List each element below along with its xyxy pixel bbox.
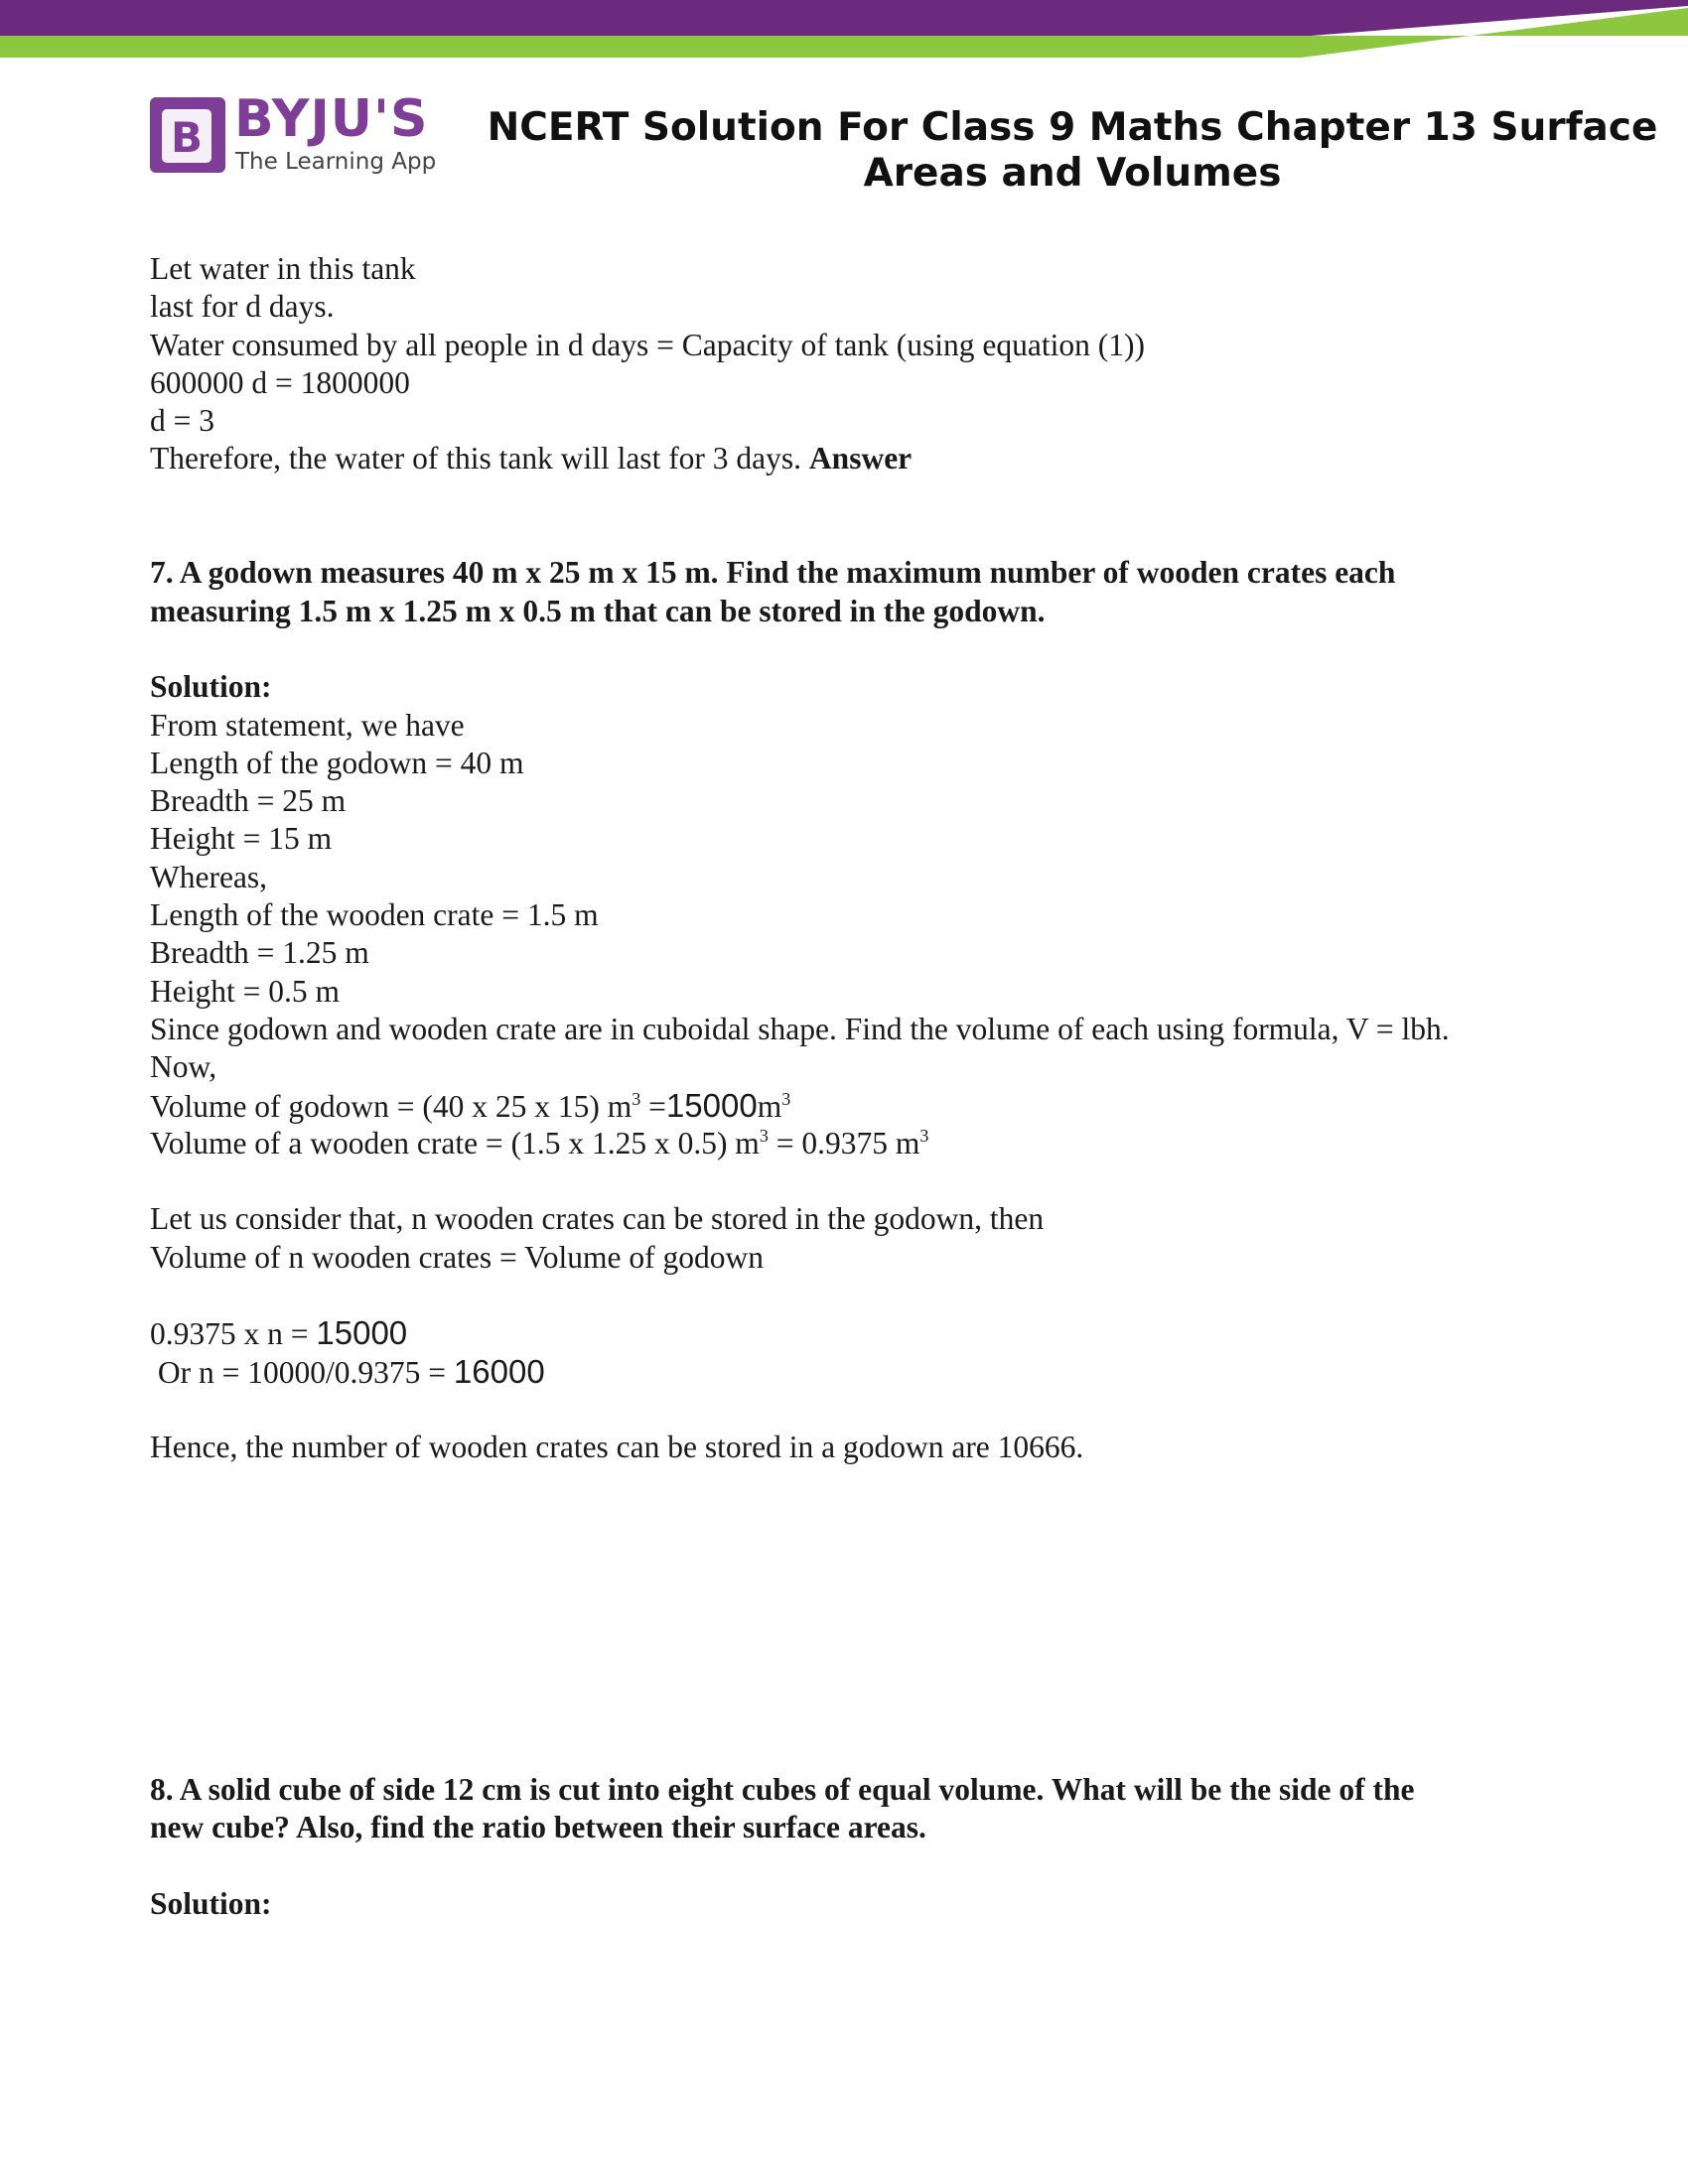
answer-label: Answer bbox=[808, 441, 913, 477]
q7-final-answer: Hence, the number of wooden crates can be stored in a godown are 10666. bbox=[150, 1430, 1084, 1465]
q6-conclusion bbox=[150, 440, 1560, 478]
q7-consider-line-2: Volume of n wooden crates = Volume of godown bbox=[150, 1239, 764, 1275]
page-header bbox=[0, 89, 1688, 199]
volume-of-crate: Volume of a wooden crate = (1.5 x 1.25 x 0.5) $m^3 = 0.9375$ $m^3$ bbox=[150, 1125, 929, 1160]
equation-line-1: 0.9375 x n = 15000 bbox=[150, 1314, 408, 1352]
q7-line-1: From statement, we have bbox=[150, 707, 465, 743]
purple-band bbox=[0, 0, 1688, 36]
document-body bbox=[150, 250, 1560, 1923]
brand-tagline: The Learning App bbox=[235, 149, 437, 175]
logo-letter: B bbox=[170, 113, 204, 162]
q7-solution-label: Solution: bbox=[150, 669, 272, 705]
q8-question-line-1: 8. A solid cube of side 12 cm is cut into eight cubes of equal volume. What will be the side of the bbox=[150, 1771, 1415, 1807]
byjus-logo-icon bbox=[150, 97, 225, 173]
q6-line-2: last for d days. bbox=[150, 289, 335, 325]
equation-line-2: Or n = 10000/0.9375 = 16000 bbox=[150, 1352, 545, 1390]
q7-question-line-1: 7. A godown measures 40 m x 25 m x 15 m. Find the maximum number of wooden crates each bbox=[150, 555, 1396, 591]
q7-line-8: Height = 0.5 m bbox=[150, 973, 340, 1009]
q8-question-line-2: new cube? Also, find the ratio between their surface areas. bbox=[150, 1810, 926, 1845]
q7-line-9: Since godown and wooden crate are in cuboidal shape. Find the volume of each using formula, V = lbh. bbox=[150, 1011, 1450, 1046]
q6-line-1: Let water in this tank bbox=[150, 251, 416, 286]
q7-question-line-2: measuring 1.5 m x 1.25 m x 0.5 m that can be stored in the godown. bbox=[150, 593, 1046, 628]
q7-line-2: Length of the godown = 40 m bbox=[150, 745, 524, 780]
document-title bbox=[477, 105, 1668, 197]
q7-line-6: Length of the wooden crate = 1.5 m bbox=[150, 897, 599, 933]
brand-name: BYJU'S bbox=[234, 89, 429, 149]
q6-line-3: Water consumed by all people in d days = Capacity of tank (using equation (1)) bbox=[150, 327, 1145, 362]
volume-of-godown: Volume of godown = (40 x 25 x 15) $m^3 =15000m^3$ bbox=[150, 1086, 791, 1124]
title-line-1: NCERT Solution For Class 9 Maths Chapter 13 Surface bbox=[487, 105, 1658, 150]
title-line-2: Areas and Volumes bbox=[863, 151, 1282, 196]
q6-line-4: 600000 d = 1800000 bbox=[150, 364, 410, 400]
q7-line-4: Height = 15 m bbox=[150, 821, 333, 857]
q7-line-3: Breadth = 25 m bbox=[150, 783, 347, 819]
q7-line-7: Breadth = 1.25 m bbox=[150, 935, 369, 971]
q7-line-10: Now, bbox=[150, 1049, 217, 1085]
q6-conclusion-text: Therefore, the water of this tank will last for 3 days. bbox=[150, 441, 802, 477]
q8-solution-label: Solution: bbox=[150, 1885, 272, 1921]
top-band bbox=[0, 0, 1688, 62]
q7-line-5: Whereas, bbox=[150, 859, 268, 894]
q7-consider-line-1: Let us consider that, n wooden crates can be stored in the godown, then bbox=[150, 1201, 1045, 1237]
q6-line-5: d = 3 bbox=[150, 403, 215, 439]
